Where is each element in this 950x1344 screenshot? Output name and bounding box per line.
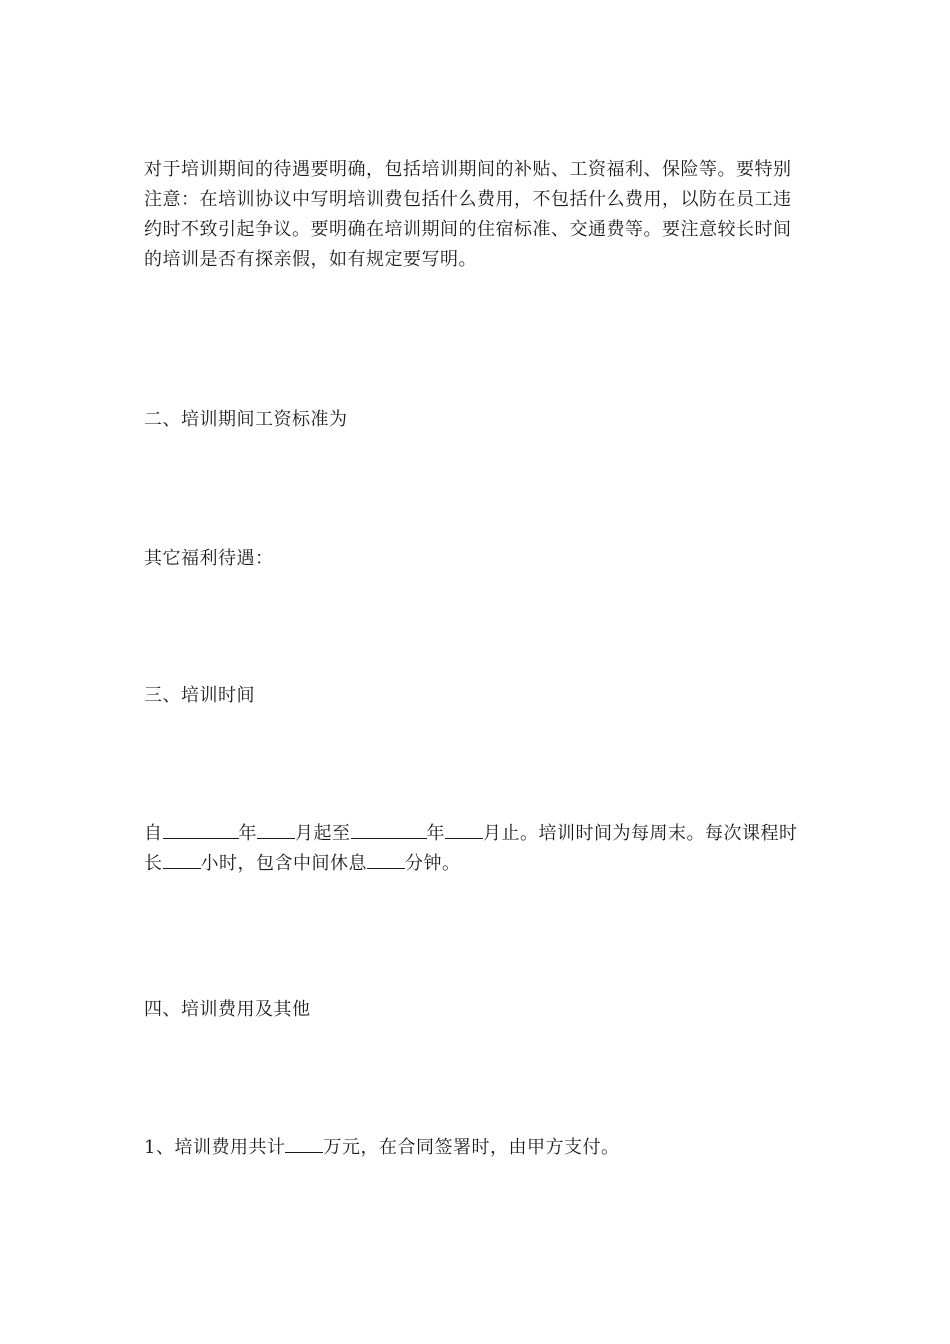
end-month-blank[interactable]	[445, 820, 483, 839]
time-text: 分钟。	[405, 853, 461, 874]
time-text: 月止。培训时间为每周末。每次课程时长	[144, 823, 798, 874]
start-month-blank[interactable]	[257, 820, 295, 839]
fee-amount-blank[interactable]	[285, 1134, 323, 1153]
break-minutes-blank[interactable]	[367, 850, 405, 869]
time-text: 月起至	[295, 823, 351, 844]
section-heading-4: 四、培训费用及其他	[144, 999, 311, 1020]
other-benefits-label: 其它福利待遇：	[144, 548, 274, 569]
section-heading-3: 三、培训时间	[144, 685, 255, 706]
training-time-paragraph	[144, 819, 806, 879]
fee-text: 1、培训费用共计	[144, 1137, 286, 1158]
hours-blank[interactable]	[163, 850, 201, 869]
paragraph-treatment: 对于培训期间的待遇要明确，包括培训期间的补贴、工资福利、保险等。要特别注意：在培训协议中写明培训费包括什么费用，不包括什么费用，以防在员工违约时不致引起争议。要明确在培训期间的住宿标准、交通费等。要注意较长时间的培训是否有探亲假，如有规定要写明。	[144, 159, 792, 270]
time-text: 年	[238, 823, 257, 844]
section-heading-2: 二、培训期间工资标准为	[144, 409, 348, 430]
fee-text: 万元，在合同签署时，由甲方支付。	[323, 1137, 620, 1158]
time-text: 自	[144, 823, 163, 844]
end-year-blank[interactable]	[351, 820, 427, 839]
time-text: 小时，包含中间休息	[200, 853, 367, 874]
time-text: 年	[426, 823, 445, 844]
start-year-blank[interactable]	[163, 820, 239, 839]
fee-paragraph	[144, 1133, 806, 1163]
